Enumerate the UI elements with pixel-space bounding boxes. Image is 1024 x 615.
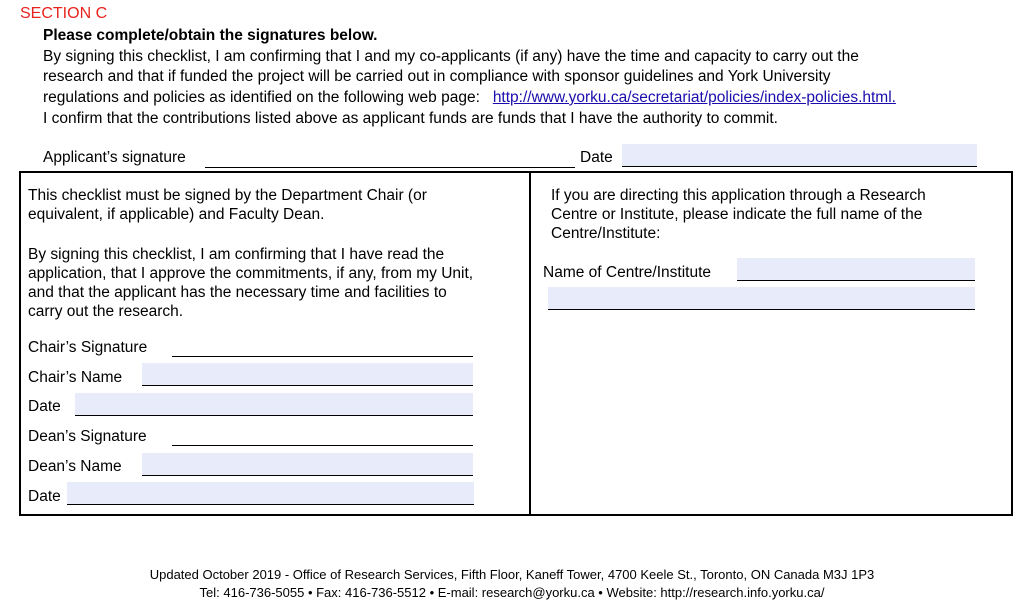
footer-contact: Tel: 416-736-5055 • Fax: 416-736-5512 • E-mail: research@yorku.ca • Website: http://research.info.yorku.ca/ [199,585,825,600]
footer-address: Updated October 2019 - Office of Research Services, Fifth Floor, Kaneff Tower, 4700 Keele St., Toronto, ON Canada M3J 1P3 [149,567,875,582]
approval-box-divider [529,171,531,516]
section-title: SECTION C [20,5,108,22]
policy-link[interactable]: http://www.yorku.ca/secretariat/policies/index-policies.html. [492,89,896,106]
intro-line: research and that if funded the project will be carried out in compliance with sponsor guidelines and York University [43,68,831,85]
dean-date-label: Date [28,488,61,505]
dean-date-field[interactable] [67,482,474,505]
dean-signature-label: Dean’s Signature [28,428,147,445]
chair-date-label: Date [28,398,61,415]
dean-name-label: Dean’s Name [28,458,122,475]
intro-line-with-link [43,89,896,107]
centre-name-label: Name of Centre/Institute [543,264,711,281]
chair-date-field[interactable] [75,393,473,416]
chair-dean-instructions: This checklist must be signed by the Department Chair (or equivalent, if applicable) and Faculty Dean. [28,187,427,223]
dean-name-field[interactable] [142,453,473,476]
applicant-date-field[interactable] [622,144,977,167]
chair-dean-confirmation: By signing this checklist, I am confirming that I have read the application, that I approve the commitments, if any, from my Unit, and that the applicant has the necessary time and facilities to carry out the research. [28,246,474,320]
centre-instructions: If you are directing this application through a Research Centre or Institute, please indicate the full name of the Centre/Institute: [551,187,926,242]
centre-name-field[interactable] [737,258,975,281]
instructions-heading: Please complete/obtain the signatures below. [43,27,378,44]
dean-signature-field[interactable] [172,423,473,446]
chair-signature-label: Chair’s Signature [28,339,148,356]
chair-name-field[interactable] [142,363,473,386]
chair-signature-field[interactable] [172,334,473,357]
intro-line: regulations and policies as identified on the following web page: [43,89,480,106]
chair-name-label: Chair’s Name [28,369,123,386]
intro-line: By signing this checklist, I am confirming that I and my co-applicants (if any) have the time and capacity to carry out the [43,48,859,65]
applicant-signature-label: Applicant’s signature [43,149,186,166]
applicant-date-label: Date [580,149,613,166]
centre-name-field-line2[interactable] [548,287,975,310]
applicant-signature-field[interactable] [205,145,575,168]
confirm-line: I confirm that the contributions listed above as applicant funds are funds that I have the authority to commit. [43,110,778,127]
